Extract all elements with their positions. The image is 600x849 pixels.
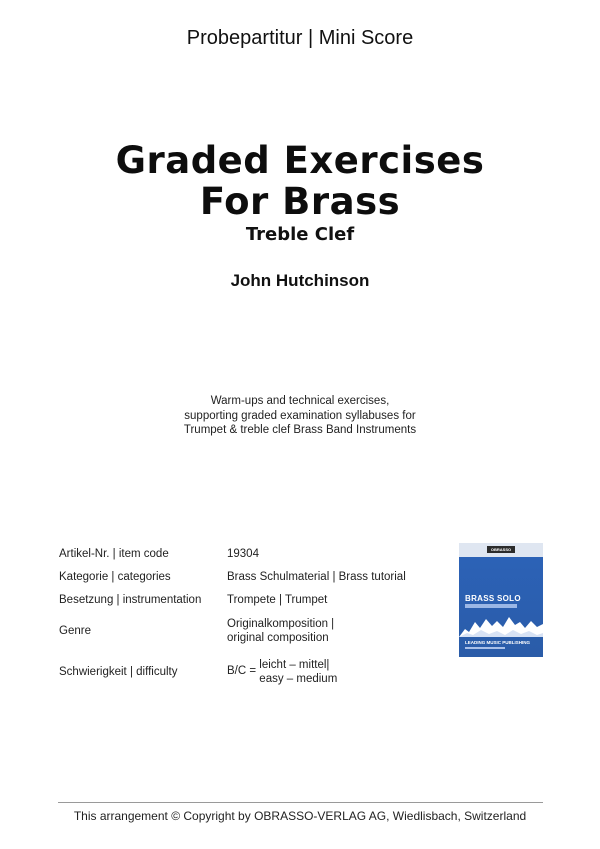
subtitle: Treble Clef (245, 224, 355, 245)
description (0, 394, 600, 438)
cover-series-title: BRASS SOLO (465, 594, 521, 603)
item-code-row (59, 543, 439, 565)
product-details (59, 543, 439, 693)
item-code-value: 19304 (227, 548, 259, 560)
difficulty-grade: B/C = (227, 665, 257, 677)
cover-publisher-line (465, 647, 505, 649)
categories-value: Brass Schulmaterial | Brass tutorial (227, 571, 406, 583)
description-line-2: supporting graded examination syllabuses for (184, 409, 416, 422)
difficulty-value (227, 658, 439, 686)
genre-value-line-1: Originalkomposition | (227, 618, 335, 630)
categories-row (59, 565, 439, 589)
description-line-3: Trumpet & treble clef Brass Band Instruments (183, 424, 417, 436)
genre-label: Genre (59, 625, 91, 637)
difficulty-row (59, 651, 439, 693)
instrumentation-row (59, 589, 439, 611)
cover-logo: OBRASSO (487, 546, 515, 553)
score-type-header: Probepartitur | Mini Score (186, 27, 414, 49)
item-code-label: Artikel-Nr. | item code (59, 548, 169, 560)
cover-publisher: LEADING MUSIC PUBLISHING (465, 640, 531, 645)
genre-row (59, 611, 439, 651)
composer-name: John Hutchinson (230, 271, 370, 290)
title-line-2: For Brass (199, 180, 401, 223)
title (0, 140, 600, 222)
instrumentation-value: Trompete | Trumpet (227, 594, 328, 606)
instrumentation-label: Besetzung | instrumentation (59, 594, 202, 606)
difficulty-label: Schwierigkeit | difficulty (59, 666, 178, 678)
mountain-icon (459, 613, 543, 637)
difficulty-text-line-1: leicht – mittel| (259, 659, 330, 671)
difficulty-text-line-2: easy – medium (259, 673, 338, 685)
description-line-1: Warm-ups and technical exercises, (210, 395, 390, 407)
title-line-1: Graded Exercises (115, 139, 485, 182)
copyright-footer: This arrangement © Copyright by OBRASSO-VERLAG AG, Wiedlisbach, Switzerland (73, 809, 527, 823)
cover-thumbnail (459, 543, 543, 657)
footer-divider (58, 802, 543, 803)
genre-value-line-2: original composition (227, 632, 329, 644)
cover-series-bar (465, 604, 517, 608)
difficulty-text (259, 658, 337, 686)
genre-value (227, 617, 439, 645)
categories-label: Kategorie | categories (59, 571, 171, 583)
